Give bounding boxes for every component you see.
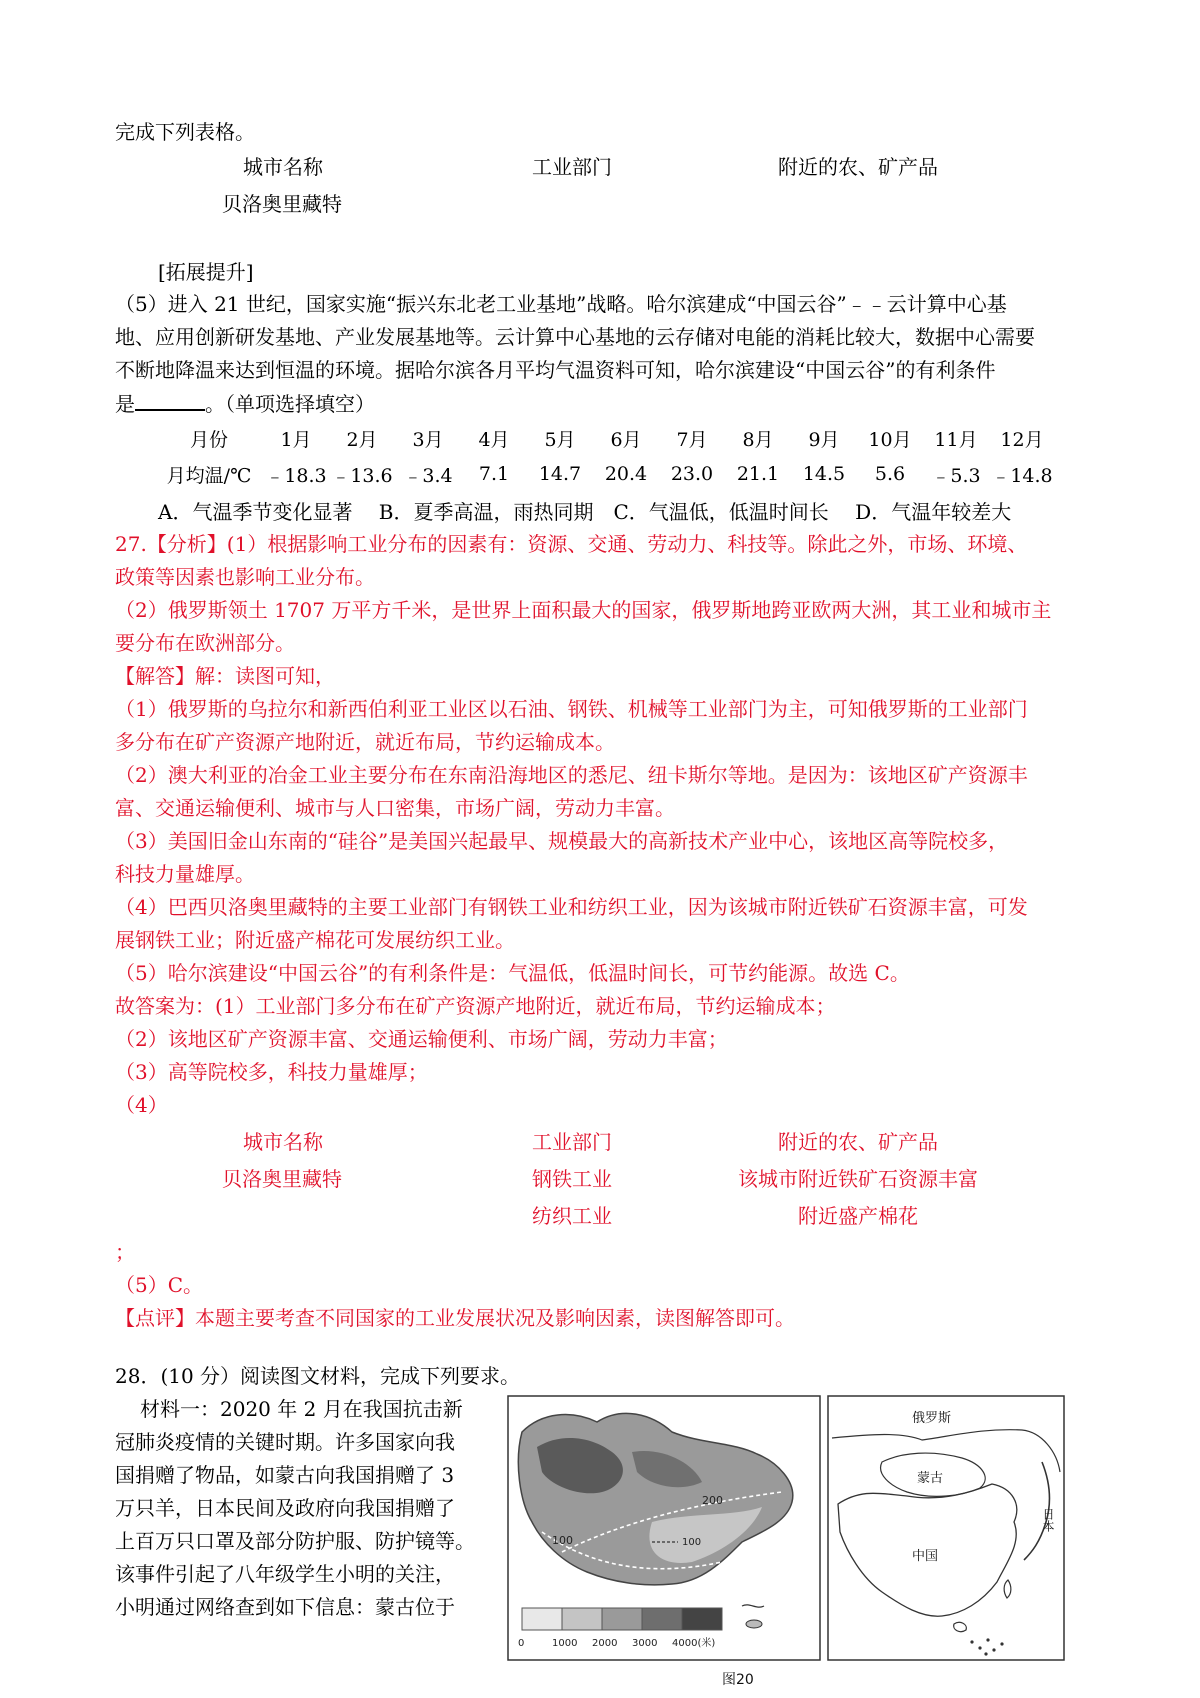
figure-20: [502, 1392, 1070, 1692]
table-city-name: 贝洛奥里藏特: [222, 192, 342, 216]
answer-options: A．气温季节变化显著 B．夏季高温，雨热同期 C．气温低，低温时间长 D．气温年较差大: [158, 500, 1012, 524]
figure-caption: 图20: [722, 1672, 754, 1688]
answer-products-cell: 附近盛产棉花: [798, 1204, 918, 1228]
answer-products-cell: 该城市附近铁矿石资源丰富: [738, 1167, 978, 1191]
answer-semicolon: ；: [115, 1240, 135, 1264]
material-line: 万只羊，日本民间及政府向我国捐赠了: [115, 1496, 455, 1520]
label-china: 中国: [912, 1549, 939, 1564]
material-line: 该事件引起了八年级学生小明的关注，: [115, 1562, 455, 1586]
temp-cell: 23.0: [670, 463, 714, 485]
answer-header-industry: 工业部门: [532, 1130, 612, 1154]
material-line: 上百万只口罩及部分防护服、防护镜等。: [115, 1529, 475, 1553]
temp-cell: 5.6: [874, 463, 906, 485]
q5-line-4: [115, 389, 1095, 418]
elevation-legend: [522, 1608, 722, 1630]
legend-value: 4000(米): [672, 1638, 716, 1649]
material-line: 国捐赠了物品，如蒙古向我国捐赠了 3: [115, 1463, 455, 1487]
month-cell: 8月: [742, 428, 774, 451]
temp-cell: 14.7: [538, 463, 582, 485]
month-cell: 1月: [280, 428, 312, 451]
material-line: 材料一：2020 年 2 月在我国抗击新: [140, 1397, 463, 1421]
lake-legend-icon: [746, 1620, 762, 1628]
label-russia: 俄罗斯: [912, 1411, 952, 1426]
material-line: 冠肺炎疫情的关键时期。许多国家向我: [115, 1430, 455, 1454]
analysis-line: （1）俄罗斯的乌拉尔和新西伯利亚工业区以石油、钢铁、机械等工业部门为主，可知俄罗斯的工业部门: [115, 697, 1028, 721]
analysis-line: 故答案为：(1）工业部门多分布在矿产资源产地附近，就近布局，节约运输成本；: [115, 994, 836, 1018]
temp-cell: 7.1: [478, 463, 510, 485]
month-cell: 12月: [1000, 428, 1044, 451]
temp-cell: ﹣5.3: [931, 464, 981, 487]
analysis-line: （3）美国旧金山东南的“硅谷”是美国兴起最早、规模最大的高新技术产业中心，该地区高等院校多，: [115, 829, 1009, 853]
q5-suffix: 。（单项选择填空）: [205, 392, 375, 416]
analysis-line: （5）哈尔滨建设“中国云谷”的有利条件是：气温低，低温时间长，可节约能源。故选 C。: [115, 961, 910, 985]
answer-city-name: 贝洛奥里藏特: [222, 1167, 342, 1191]
intro-text: 完成下列表格。: [115, 120, 255, 144]
temp-cell: 20.4: [604, 463, 648, 485]
temp-label: 月均温/℃: [166, 464, 252, 487]
contour-label-100: 100: [552, 1534, 573, 1547]
q28-title: 28．(10 分）阅读图文材料，完成下列要求。: [115, 1364, 521, 1388]
month-cell: 9月: [808, 428, 840, 451]
analysis-line: 政策等因素也影响工业分布。: [115, 565, 375, 589]
answer-q5: （5）C。: [115, 1273, 204, 1297]
month-cell: 6月: [610, 428, 642, 451]
month-cell: 5月: [544, 428, 576, 451]
analysis-line: 多分布在矿产资源产地附近，就近布局，节约运输成本。: [115, 730, 615, 754]
analysis-line: 27.【分析】(1）根据影响工业分布的因素有：资源、交通、劳动力、科技等。除此之外，市场、环境、: [115, 532, 1028, 556]
analysis-line: 展钢铁工业；附近盛产棉花可发展纺织工业。: [115, 928, 515, 952]
analysis-line: 富、交通运输便利、城市与人口密集，市场广阔，劳动力丰富。: [115, 796, 675, 820]
contour-label-200: 200: [702, 1494, 723, 1507]
table-header-industry: 工业部门: [532, 155, 612, 179]
analysis-line: 【解答】解：读图可知，: [115, 664, 335, 688]
month-cell: 7月: [676, 428, 708, 451]
temp-cell: 21.1: [736, 463, 780, 485]
analysis-line: 科技力量雄厚。: [115, 862, 255, 886]
analysis-line: （3）高等院校多，科技力量雄厚；: [115, 1060, 428, 1084]
q5-line-1: （5）进入 21 世纪，国家实施“振兴东北老工业基地”战略。哈尔滨建成“中国云谷”﹣﹣云计算中心基: [115, 292, 1007, 316]
q5-prefix: 是: [115, 392, 135, 416]
analysis-line: 要分布在欧洲部分。: [115, 631, 295, 655]
temperature-row: [155, 456, 1055, 492]
temp-cell: ﹣3.4: [403, 464, 453, 487]
temperature-table: [155, 420, 1055, 492]
analysis-line: （2）澳大利亚的冶金工业主要分布在东南沿海地区的悉尼、纽卡斯尔等地。是因为：该地区矿产资源丰: [115, 763, 1028, 787]
month-cell: 2月: [346, 428, 378, 451]
answer-blank[interactable]: [135, 389, 205, 411]
analysis-line: （2）俄罗斯领土 1707 万平方千米，是世界上面积最大的国家，俄罗斯地跨亚欧两大洲，其工业和城市主: [115, 598, 1052, 622]
answer-header-products: 附近的农、矿产品: [778, 1130, 938, 1154]
comment-line: 【点评】本题主要考查不同国家的工业发展状况及影响因素，读图解答即可。: [115, 1306, 795, 1330]
legend-value: 2000: [592, 1638, 618, 1649]
table-header-city: 城市名称: [243, 155, 323, 179]
q5-line-3: 不断地降温来达到恒温的环境。据哈尔滨各月平均气温资料可知，哈尔滨建设“中国云谷”的有利条件: [115, 358, 996, 382]
answer-industry-cell: 纺织工业: [532, 1204, 612, 1228]
analysis-line: （2）该地区矿产资源丰富、交通运输便利、市场广阔，劳动力丰富；: [115, 1027, 728, 1051]
legend-value: 3000: [632, 1638, 658, 1649]
extend-label: [拓展提升]: [158, 260, 254, 284]
month-row: [155, 420, 1055, 456]
month-cell: 3月: [412, 428, 444, 451]
answer-header-city: 城市名称: [243, 1130, 323, 1154]
legend-value: 0: [518, 1638, 525, 1649]
legend-value: 1000: [552, 1638, 578, 1649]
answer-industry-cell: 钢铁工业: [532, 1167, 612, 1191]
month-cell: 11月: [934, 428, 978, 451]
q5-line-2: 地、应用创新研发基地、产业发展基地等。云计算中心基地的云存储对电能的消耗比较大，数据中心需要: [115, 325, 1035, 349]
month-cell: 10月: [868, 428, 912, 451]
temp-cell: ﹣18.3: [265, 464, 327, 487]
analysis-line: （4）巴西贝洛奥里藏特的主要工业部门有钢铁工业和纺织工业，因为该城市附近铁矿石资源丰富，可发: [115, 895, 1028, 919]
table-header-products: 附近的农、矿产品: [778, 155, 938, 179]
temp-cell: ﹣14.8: [991, 464, 1053, 487]
label-mongolia: 蒙古: [917, 1471, 944, 1486]
month-cell: 4月: [478, 428, 510, 451]
material-line: 小明通过网络查到如下信息：蒙古位于: [115, 1595, 455, 1619]
month-label: 月份: [189, 428, 228, 451]
temp-cell: ﹣13.6: [331, 464, 393, 487]
analysis-line: （4）: [115, 1093, 168, 1117]
isoline-legend-value: 100: [682, 1537, 702, 1548]
label-japan: 日本: [1041, 1508, 1055, 1532]
temp-cell: 14.5: [802, 463, 846, 485]
